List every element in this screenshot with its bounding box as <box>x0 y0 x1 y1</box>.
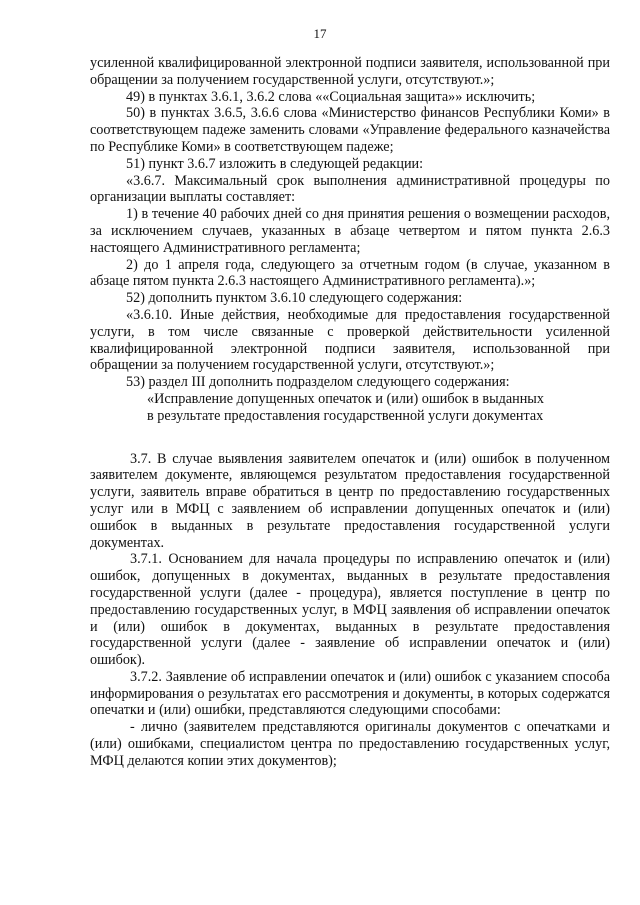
subsection-heading-line-1: «Исправление допущенных опечаток и (или) ошибок в выданных <box>147 390 544 407</box>
item-53: 53) раздел III дополнить подразделом следующего содержания: <box>126 374 510 391</box>
clause-3-7-2-in-person: - лично (заявителем представляются оригиналы документов с опечатками и (или) ошибками, специалистом центра по предоставлению государственных услуг, МФЦ делаются копии этих документов); <box>90 719 610 769</box>
item-52: 52) дополнить пунктом 3.6.10 следующего содержания: <box>126 290 463 307</box>
paragraph-continuation: усиленной квалифицированной электронной подписи заявителя, использованной при обращении за получением государственной услуги, отсутствуют.»; <box>90 55 610 88</box>
item-49: 49) в пунктах 3.6.1, 3.6.2 слова ««Социальная защита»» исключить; <box>126 88 536 105</box>
clause-3-7-2: 3.7.2. Заявление об исправлении опечаток и (или) ошибок с указанием способа информирования о результатах его рассмотрения и документы, в которых содержатся опечатки и (или) ошибки, представляются следующими способами: <box>90 668 610 719</box>
quote-3-6-7-point-2: 2) до 1 апреля года, следующего за отчетным годом (в случае, указанном в абзаце пятом пункта 2.6.3 настоящего Административного регламента).»; <box>90 256 610 290</box>
document-body <box>90 55 610 770</box>
quote-3-6-7: «3.6.7. Максимальный срок выполнения административной процедуры по организации выплаты составляет: <box>90 172 610 206</box>
page-number: 17 <box>313 26 327 41</box>
item-51: 51) пункт 3.6.7 изложить в следующей редакции: <box>126 155 424 172</box>
subsection-heading-line-2: в результате предоставления государственной услуги документах <box>147 407 544 424</box>
quote-3-6-7-point-1: 1) в течение 40 рабочих дней со дня принятия решения о возмещении расходов, за исключением случаев, указанных в абзаце четвертом и пятом пункта 2.6.3 настоящего Административного регламента; <box>90 206 610 256</box>
clause-3-7: 3.7. В случае выявления заявителем опечаток и (или) ошибок в полученном заявителем документе, являющемся результатом предоставления государственной услуги, заявитель вправе обратиться в центр по предоставлению государственных услуг или в МФЦ с заявлением об исправлении допущенных опечаток и (или) ошибок в выданных в результате предоставления государственной услуги документах. <box>90 450 610 551</box>
quote-3-6-10: «3.6.10. Иные действия, необходимые для предоставления государственной услуги, в том числе связанные с проверкой действительности усиленной квалифицированной электронной подписи заявителя, использованной при обращении за получением государственной услуги, отсутствуют.»; <box>90 306 610 374</box>
clause-3-7-1: 3.7.1. Основанием для начала процедуры по исправлению опечаток и (или) ошибок, допущенных в документах, выданных в результате предоставления государственной услуги (далее - процедура), является поступление в центр по предоставлению государственных услуг, в МФЦ заявления об исправлении опечаток и (или) ошибок в документах, выданных в результате предоставления государственной услуги (далее - заявление об исправлении опечаток и (или) ошибок). <box>90 551 610 669</box>
section-gap <box>90 425 610 451</box>
item-50: 50) в пунктах 3.6.5, 3.6.6 слова «Министерство финансов Республики Коми» в соответствующем падеже заменить словами «Управление федерального казначейства по Республике Коми» в соответствующем падеже; <box>90 105 610 155</box>
